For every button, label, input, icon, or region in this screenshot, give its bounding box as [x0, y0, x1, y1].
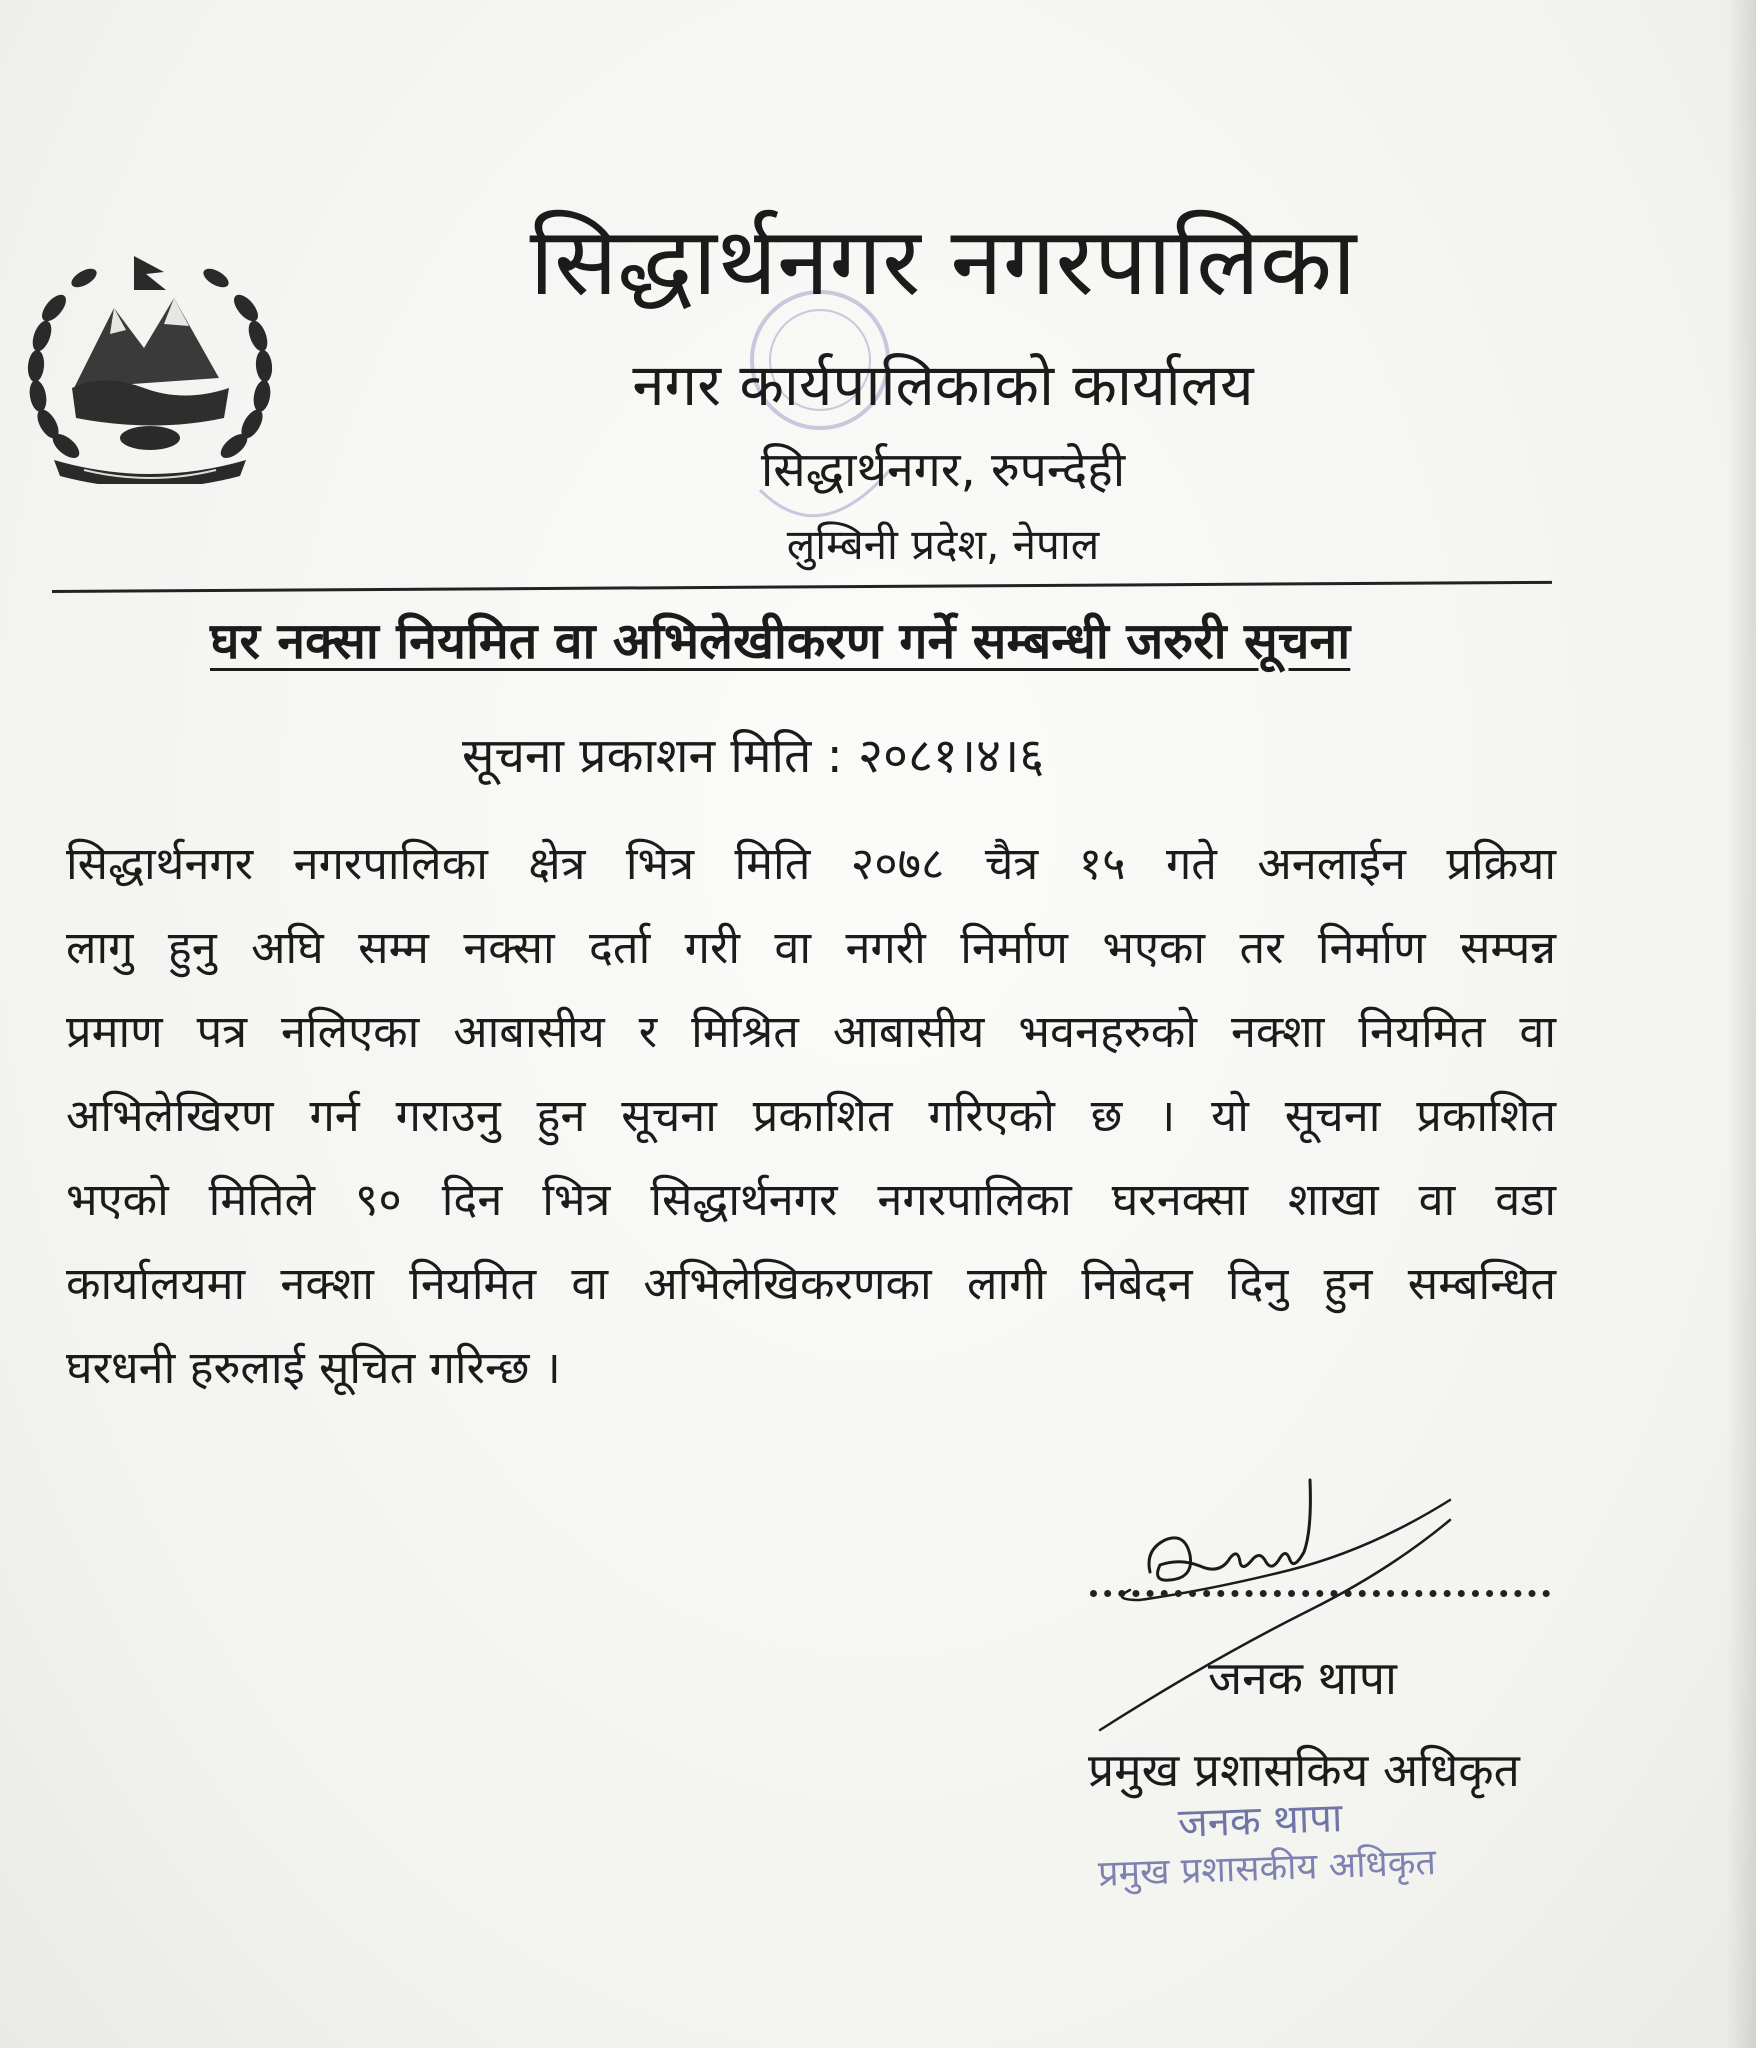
publication-date: सूचना प्रकाशन मिति : २०८१।४।६	[462, 728, 1045, 784]
stamp-name: जनक थापा	[1177, 1795, 1344, 1847]
notice-body-line: कार्यालयमा नक्शा नियमित वा अभिलेखिकरणका लागी निबेदन दिनु हुन सम्बन्धित	[66, 1257, 1556, 1310]
office-name: नगर कार्यपालिकाको कार्यालय	[632, 351, 1254, 419]
notice-body-line: भएको मितिले ९० दिन भित्र सिद्धार्थनगर नगरपालिका घरनक्सा शाखा वा वडा	[66, 1173, 1556, 1226]
notice-body-line: लागु हुनु अघि सम्म नक्सा दर्ता गरी वा नगरी निर्माण भएका तर निर्माण सम्पन्न	[66, 921, 1556, 974]
stamp-designation: प्रमुख प्रशासकीय अधिकृत	[1097, 1842, 1437, 1895]
signature-line	[1090, 1568, 1550, 1597]
office-province: लुम्बिनी प्रदेश, नेपाल	[786, 520, 1100, 569]
notice-body	[66, 822, 1556, 1410]
notice-body-line: घरधनी हरुलाई सूचित गरिन्छ ।	[66, 1341, 561, 1394]
notice-subject: घर नक्सा नियमित वा अभिलेखीकरण गर्ने सम्बन्धी जरुरी सूचना	[210, 612, 1351, 670]
signatory-designation: प्रमुख प्रशासकिय अधिकृत	[1088, 1743, 1520, 1797]
notice-body-line: सिद्धार्थनगर नगरपालिका क्षेत्र भित्र मिति २०७८ चैत्र १५ गते अनलाईन प्रक्रिया	[66, 837, 1556, 890]
signatory-name: जनक थापा	[1208, 1651, 1397, 1705]
office-location: सिद्धार्थनगर, रुपन्देही	[760, 442, 1126, 498]
municipality-name: सिद्धार्थनगर नगरपालिका	[529, 208, 1357, 317]
notice-body-line: अभिलेखिरण गर्न गराउनु हुन सूचना प्रकाशित गरिएको छ । यो सूचना प्रकाशित	[66, 1089, 1556, 1142]
notice-body-line: प्रमाण पत्र नलिएका आबासीय र मिश्रित आबासीय भवनहरुको नक्शा नियमित वा	[66, 1005, 1556, 1058]
